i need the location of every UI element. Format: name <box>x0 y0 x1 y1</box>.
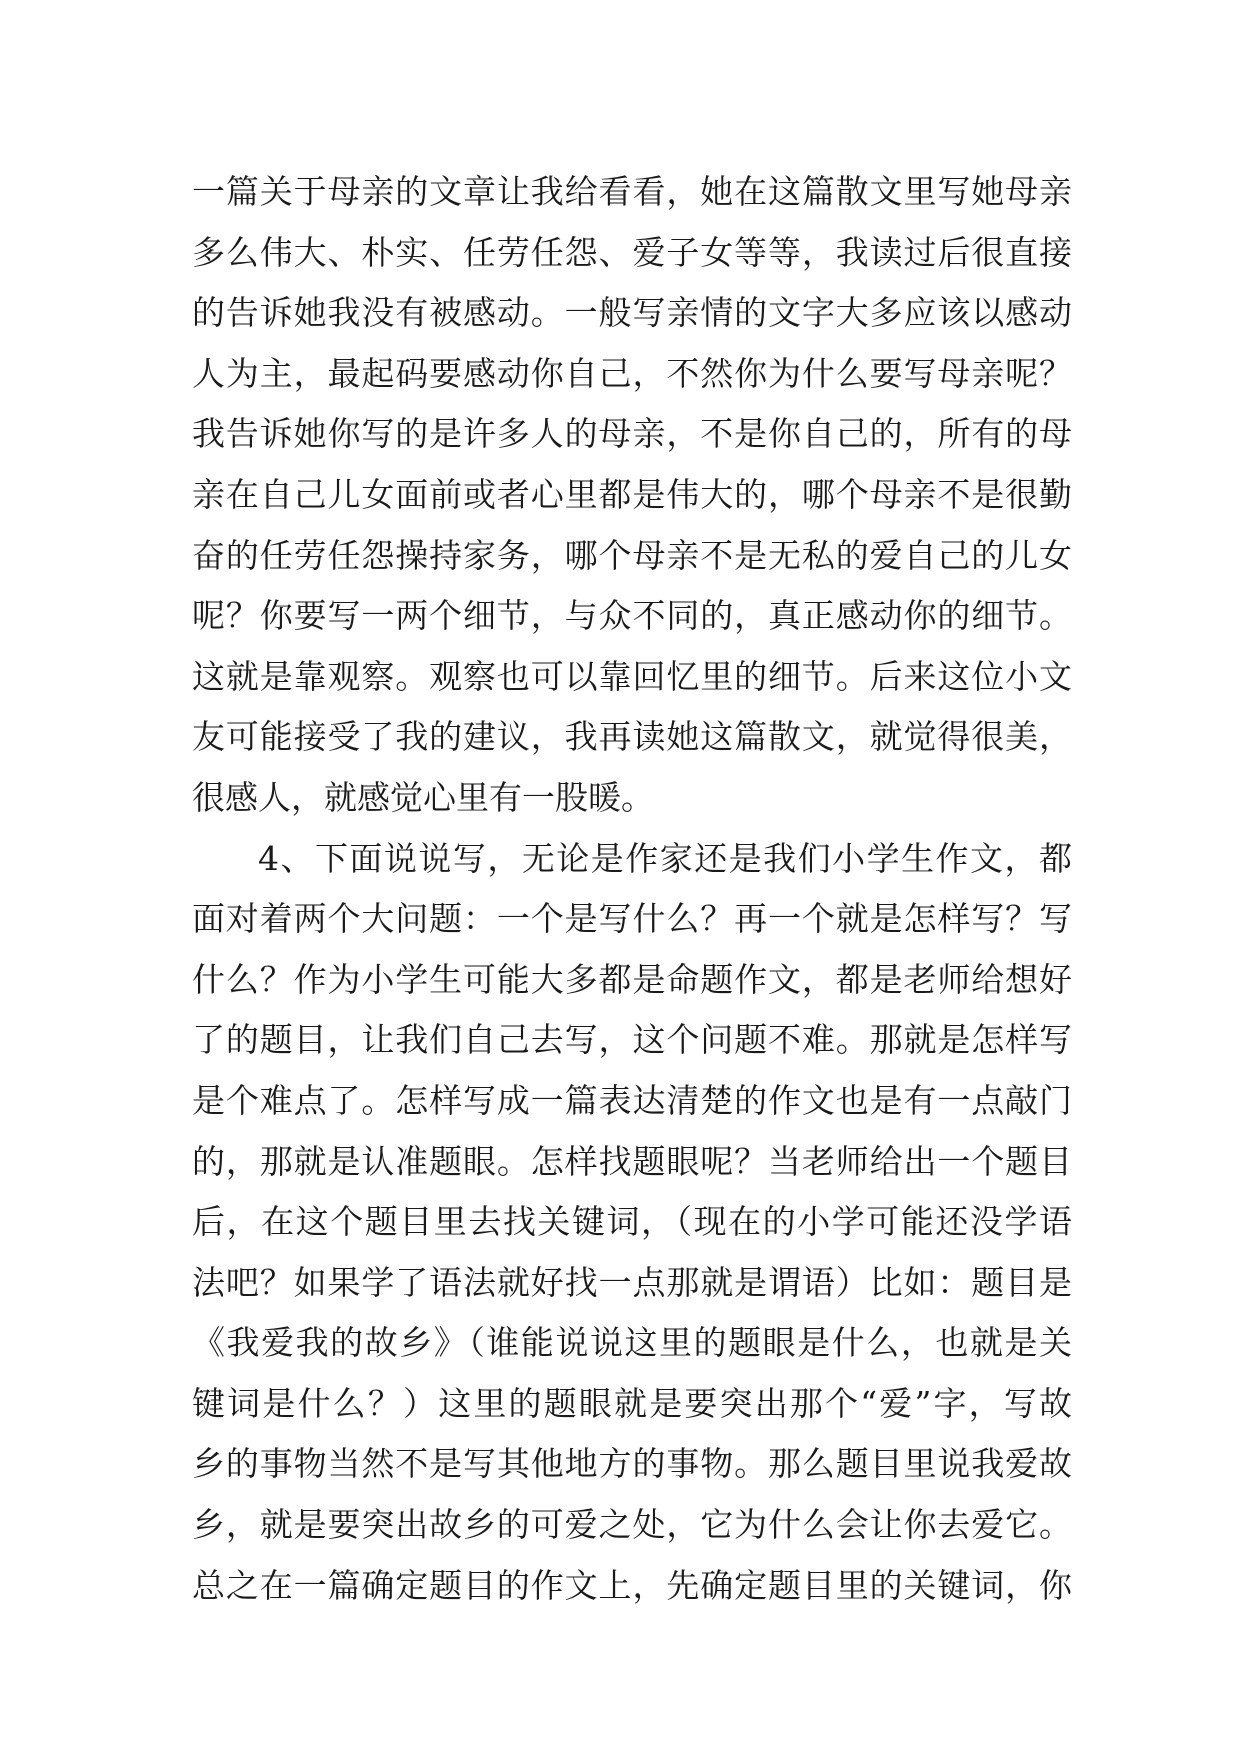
text-line: 《我爱我的故乡》（谁能说说这里的题眼是什么，也就是关 <box>192 1323 1072 1363</box>
text-line: 乡，就是要突出故乡的可爱之处，它为什么会让你去爱它。 <box>192 1505 1072 1545</box>
text-line: 4、下面说说写，无论是作家还是我们小学生作文，都 <box>258 838 1072 878</box>
text-line: 了的题目，让我们自己去写，这个问题不难。那就是怎样写 <box>192 1020 1072 1060</box>
text-line: 人为主，最起码要感动你自己，不然你为什么要写母亲呢？ <box>192 353 1072 393</box>
text-line: 友可能接受了我的建议，我再读她这篇散文，就觉得很美， <box>192 717 1072 757</box>
text-line: 很感人，就感觉心里有一股暖。 <box>192 777 654 817</box>
paragraph <box>192 829 1072 1617</box>
text-line: 一篇关于母亲的文章让我给看看，她在这篇散文里写她母亲 <box>192 172 1072 211</box>
text-line: 呢？你要写一两个细节，与众不同的，真正感动你的细节。 <box>192 596 1072 636</box>
text-line: 亲在自己儿女面前或者心里都是伟大的，哪个母亲不是很勤 <box>192 474 1072 514</box>
text-line: 这就是靠观察。观察也可以靠回忆里的细节。后来这位小文 <box>192 656 1072 696</box>
text-line: 后，在这个题目里去找关键词，（现在的小学可能还没学语 <box>192 1202 1072 1242</box>
text-line: 法吧？如果学了语法就好找一点那就是谓语）比如：题目是 <box>192 1262 1072 1302</box>
text-line: 键词是什么？）这里的题眼就是要突出那个“爱”字，写故 <box>192 1383 1072 1423</box>
text-line: 多么伟大、朴实、任劳任怨、爱子女等等，我读过后很直接 <box>192 232 1072 272</box>
text-line: 的告诉她我没有被感动。一般写亲情的文字大多应该以感动 <box>192 293 1072 333</box>
text-line: 总之在一篇确定题目的作文上，先确定题目里的关键词，你 <box>192 1565 1072 1605</box>
text-line: 我告诉她你写的是许多人的母亲，不是你自己的，所有的母 <box>192 414 1072 454</box>
text-line: 乡的事物当然不是写其他地方的事物。那么题目里说我爱故 <box>192 1444 1072 1484</box>
text-line: 的，那就是认准题眼。怎样找题眼呢？当老师给出一个题目 <box>192 1141 1072 1181</box>
text-line: 是个难点了。怎样写成一篇表达清楚的作文也是有一点敲门 <box>192 1080 1072 1120</box>
text-line: 什么？作为小学生可能大多都是命题作文，都是老师给想好 <box>192 959 1072 999</box>
body-text <box>192 162 1072 1616</box>
text-line: 奋的任劳任怨操持家务，哪个母亲不是无私的爱自己的儿女 <box>192 535 1072 575</box>
text-line: 面对着两个大问题：一个是写什么？再一个就是怎样写？写 <box>192 899 1072 939</box>
paragraph <box>192 162 1072 829</box>
